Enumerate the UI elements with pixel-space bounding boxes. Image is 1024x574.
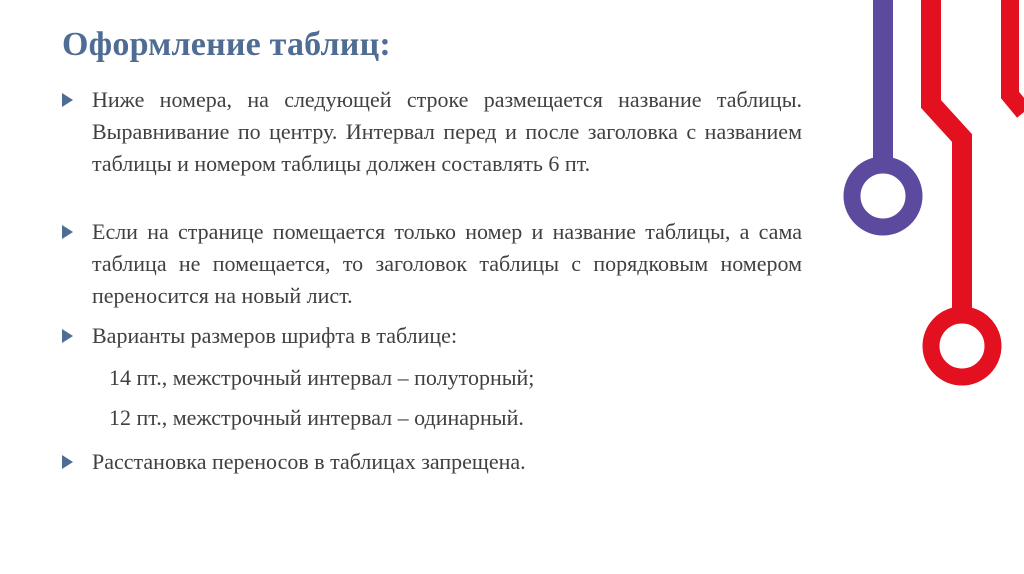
slide-title: Оформление таблиц:: [62, 26, 391, 63]
font-size-option: 14 пт., межстрочный интервал – полуторный;: [109, 365, 535, 390]
bullet-text: Расстановка переносов в таблицах запрещена.: [92, 449, 526, 474]
red-edge-line: [1010, 0, 1024, 112]
bullet-text: Ниже номера, на следующей строке размещается название таблицы. Выравнивание по центру. Интервал перед и после заголовка с названием таблицы и номером таблицы должен составлять 6 пт.: [92, 87, 802, 176]
font-size-option: 12 пт., межстрочный интервал – одинарный.: [109, 405, 524, 430]
red-circuit-ring: [931, 315, 993, 377]
purple-circuit-ring: [852, 165, 914, 227]
bullet-text: Варианты размеров шрифта в таблице:: [92, 323, 458, 348]
bullet-text: Если на странице помещается только номер и название таблицы, а сама таблица не помещается, то заголовок таблицы с порядковым номером переносится на новый лист.: [92, 219, 802, 308]
red-circuit-line: [931, 0, 962, 308]
